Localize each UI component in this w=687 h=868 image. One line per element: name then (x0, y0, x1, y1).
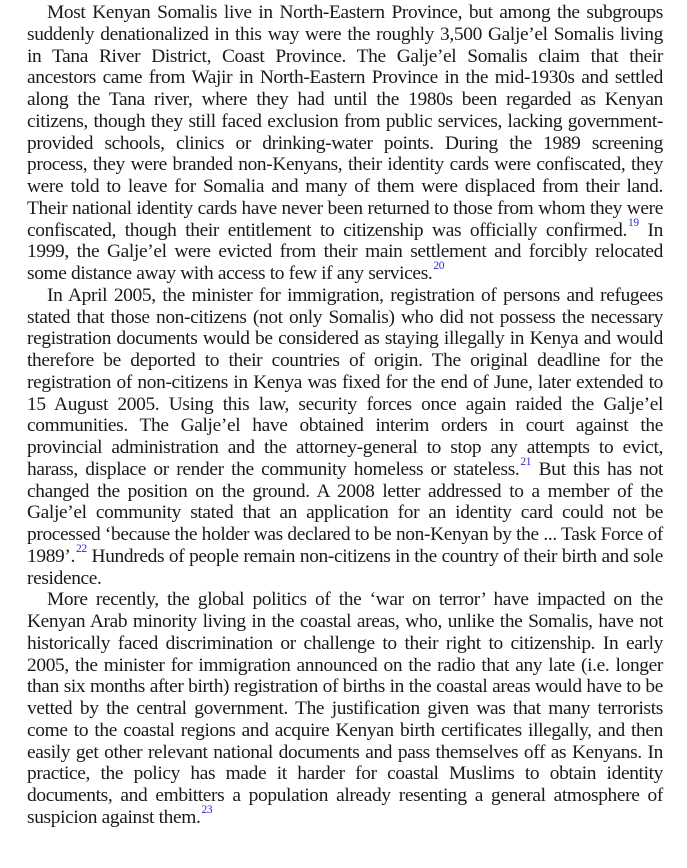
footnote-link-20[interactable]: 20 (433, 260, 445, 272)
paragraph-text: Hundreds of people remain non-citizens in the country of their birth and sole residence. (27, 545, 663, 589)
paragraph-april-2005-registration (27, 285, 663, 590)
footnote-link-21[interactable]: 21 (520, 455, 532, 468)
footnote-link-23[interactable]: 23 (201, 803, 213, 816)
paragraph-text: More recently, the global politics of the ‘war on terror’ have impacted on the Kenyan Arab minority living in the coastal areas, who, unlike the Somalis, have not historically faced discrimination or challenge to their right to citizenship. In early 2005, the minister for immigration announced on the radio that any late (i.e. longer than six months after birth) registration of births in the coastal areas would have to be vetted by the central government. The justification given was that many terrorists come to the coastal regions and acquire Kenyan birth certificates illegally, and then easily get other relevant national documents and pass themselves off as Kenyans. In practice, the policy has made it harder for coastal Muslims to obtain identity documents, and embitters a population already resenting a general atmosphere of suspicion against them. (27, 589, 663, 828)
paragraph-war-on-terror (27, 589, 663, 828)
footnote-link-22[interactable]: 22 (76, 542, 87, 555)
footnote-link-19[interactable]: 19 (627, 216, 639, 229)
paragraph-text: In 1999, the Galje’el were evicted from their main settlement and forcibly relocated some distance away with access to few if any services. (27, 219, 664, 284)
paragraph-text: In April 2005, the minister for immigration, registration of persons and refugees stated that those non-citizens (not only Somalis) who did not possess the necessary registration documents would be considered as staying illegally in Kenya and would therefore be deported to their countries of origin. The original deadline for the registration of non-citizens in Kenya was fixed for the end of June, later extended to 15 August 2005. Using this law, security forces once again raided the Galje’el communities. The Galje’el have obtained interim orders in court against the provincial administration and the attorney-general to stop any attempts to evict, harass, displace or render the community homeless or stateless. (27, 284, 663, 480)
paragraph-galjeel-denationalization (27, 2, 663, 285)
paragraph-text: Most Kenyan Somalis live in North-Eastern Province, but among the subgroups suddenly denationalized in this way were the roughly 3,500 Galje’el Somalis living in Tana River District, Coast Province. The Galje’el Somalis claim that their ancestors came from Wajir in North-Eastern Province in the mid-1930s and settled along the Tana river, where they had until the 1980s been regarded as Kenyan citizens, though they still faced exclusion from public services, lacking government-provided schools, clinics or drinking-water points. During the 1989 screening process, they were branded non-Kenyans, their identity cards were confiscated, they were told to leave for Somalia and many of them were displaced from their land. Their national identity cards have never been returned to those from whom they were confiscated, though their entitlement to citizenship was officially confirmed. (27, 2, 663, 241)
paragraph-text: But this has not changed the position on the ground. A 2008 letter addressed to a member of the Galje’el community stated that an application for an identity card could not be processed ‘because the holder was declared to be non-Kenyan by the ... Task Force of 1989’. (27, 458, 663, 567)
document-page (27, 2, 663, 829)
